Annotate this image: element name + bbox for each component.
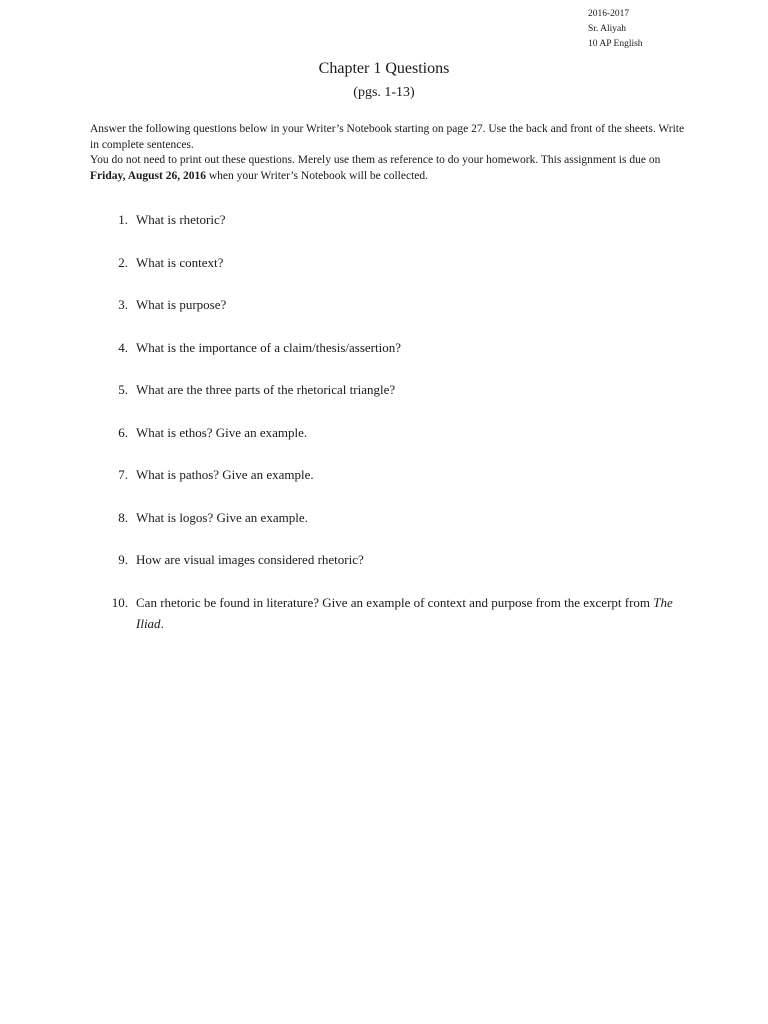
teacher-name: Sr. Aliyah <box>588 24 627 34</box>
question-item <box>100 337 680 358</box>
instructions <box>90 122 685 184</box>
question-item <box>100 549 680 570</box>
course-name: 10 AP English <box>588 39 643 49</box>
question-text: What is context? <box>136 254 224 270</box>
page-title: Chapter 1 Questions <box>318 60 450 77</box>
question-number: 7. <box>118 467 128 482</box>
question-number: 4. <box>118 339 128 355</box>
question-item <box>100 294 680 315</box>
instructions-text: You do not need to print out these questions. Merely use them as reference to do your homework. This assignment is due on <box>90 154 661 166</box>
header-block <box>588 7 643 52</box>
question-list <box>100 209 680 655</box>
question-text: What is logos? Give an example. <box>136 509 308 525</box>
instructions-text-end: when your Writer’s Notebook will be collected. <box>205 169 429 182</box>
question-item <box>100 209 680 230</box>
question-number: 10. <box>111 594 128 610</box>
question-number: 1. <box>118 212 128 227</box>
question-text-end: . <box>160 615 164 631</box>
question-number: 2. <box>118 254 128 270</box>
due-date: Friday, August 26, 2016 <box>90 169 206 182</box>
page-subtitle: (pgs. 1-13) <box>353 85 415 100</box>
question-text: What is pathos? Give an example. <box>136 467 314 482</box>
question-item <box>100 252 680 273</box>
question-item <box>100 422 680 443</box>
question-text: What are the three parts of the rhetorical triangle? <box>136 382 396 397</box>
question-number: 6. <box>118 424 128 440</box>
question-item <box>100 592 680 634</box>
question-text: What is ethos? Give an example. <box>136 424 308 440</box>
question-number: 9. <box>118 552 128 567</box>
instructions-line-2 <box>90 153 685 184</box>
question-number: 5. <box>118 382 128 397</box>
question-item <box>100 379 680 400</box>
question-number: 8. <box>118 509 128 525</box>
question-number: 3. <box>118 297 128 312</box>
question-item <box>100 507 680 528</box>
instructions-line-1: Answer the following questions below in your Writer’s Notebook starting on page 27. Use the back and front of the sheets. Write in complete sentences. <box>90 123 685 151</box>
book-title: The Iliad <box>136 594 673 631</box>
question-text: What is the importance of a claim/thesis/assertion? <box>136 339 401 355</box>
question-item <box>100 464 680 485</box>
question-text: What is purpose? <box>136 297 227 312</box>
school-year: 2016-2017 <box>588 9 630 19</box>
question-text: What is rhetoric? <box>136 212 226 227</box>
question-text <box>136 592 680 634</box>
question-text: How are visual images considered rhetoric? <box>136 552 364 567</box>
question-text-start: Can rhetoric be found in literature? Give an example of context and purpose from the excerpt from <box>136 594 654 610</box>
